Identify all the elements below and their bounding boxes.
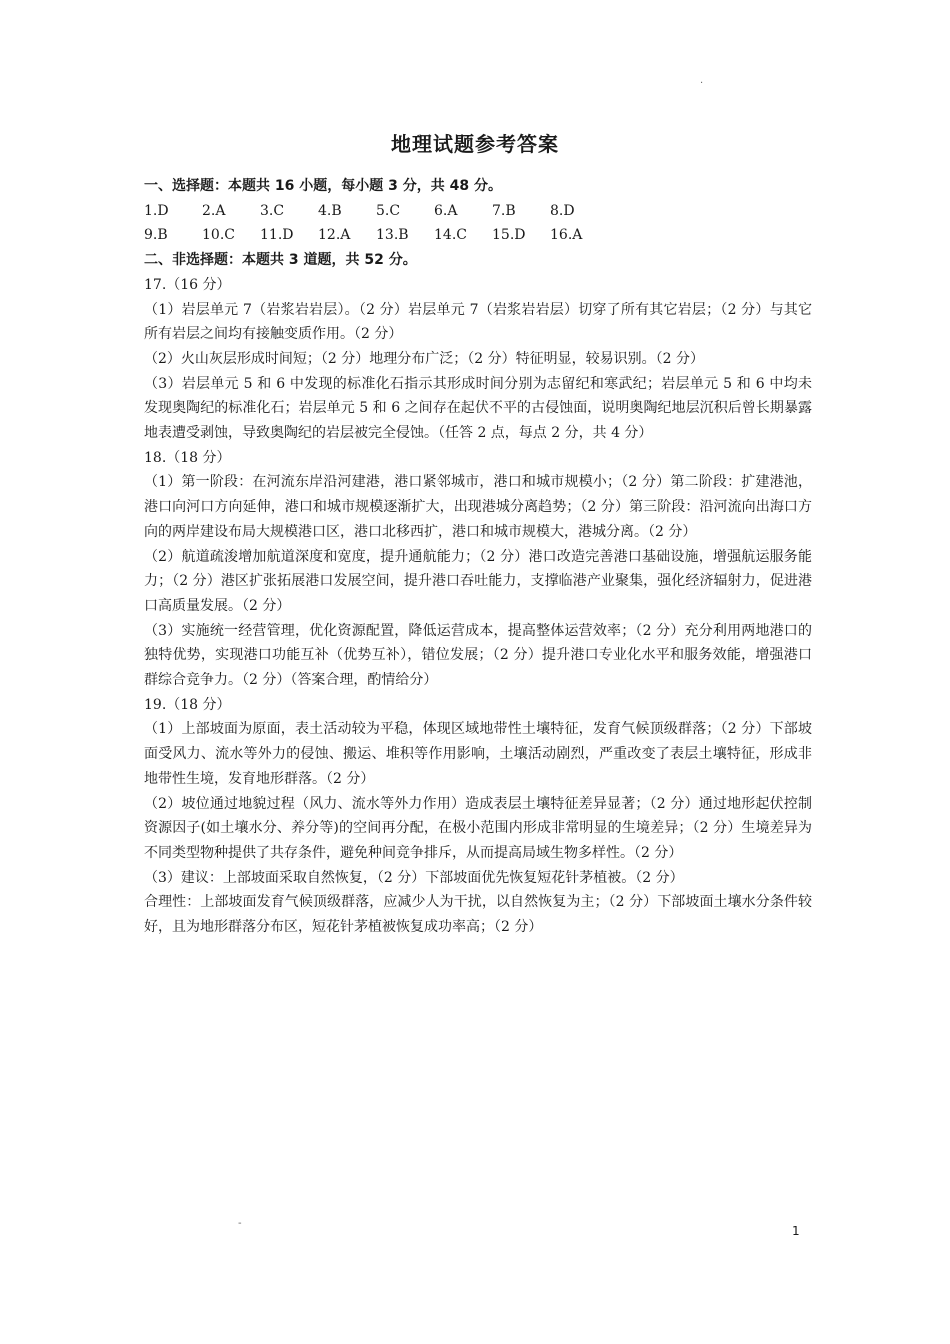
section1-heading: 一、选择题：本题共 16 小题，每小题 3 分，共 48 分。 bbox=[144, 178, 502, 194]
answer-item: 5.C bbox=[376, 202, 401, 219]
answer-body bbox=[144, 174, 812, 940]
answer-item: 3.C bbox=[260, 202, 285, 219]
q19-label: 19.（18 分） bbox=[144, 696, 231, 713]
q19-part1: （1）上部坡面为原面，表土活动较为平稳，体现区域地带性土壤特征，发育气候顶级群落；（2 分）下部坡面受风力、流水等外力的侵蚀、搬运、堆积等作用影响，土壤活动剧烈，严重改变了表层土壤特征，形成非地带性生境，发育地形群落。（2 分） bbox=[144, 721, 812, 787]
answer-item: 15.D bbox=[492, 227, 526, 244]
answer-item: 13.B bbox=[376, 227, 409, 244]
answer-item: 8.D bbox=[550, 202, 575, 219]
answers-row-2 bbox=[144, 223, 812, 248]
answer-item: 1.D bbox=[144, 202, 169, 219]
answer-item: 6.A bbox=[434, 202, 458, 219]
answer-item: 16.A bbox=[550, 227, 583, 244]
q19-part3: （3）建议：上部坡面采取自然恢复，（2 分）下部坡面优先恢复短花针茅植被。（2 分） bbox=[144, 869, 684, 886]
q17-label: 17.（16 分） bbox=[144, 276, 231, 293]
answer-item: 7.B bbox=[492, 202, 516, 219]
section2-heading: 二、非选择题：本题共 3 道题，共 52 分。 bbox=[144, 252, 417, 269]
footer-mark: - bbox=[238, 1218, 242, 1229]
answer-item: 2.A bbox=[202, 202, 226, 219]
answer-item: 12.A bbox=[318, 227, 351, 244]
answer-item: 4.B bbox=[318, 202, 342, 219]
answer-item: 9.B bbox=[144, 227, 168, 244]
page-number: 1 bbox=[792, 1224, 800, 1238]
q17-part2: （2）火山灰层形成时间短；（2 分）地理分布广泛；（2 分）特征明显，较易识别。（2 分） bbox=[144, 350, 704, 367]
q18-label: 18.（18 分） bbox=[144, 449, 231, 466]
page-title: 地理试题参考答案 bbox=[391, 132, 559, 156]
answer-item: 11.D bbox=[260, 227, 294, 244]
q19-part4: 合理性：上部坡面发育气候顶级群落，应减少人为干扰，以自然恢复为主；（2 分）下部坡面土壤水分条件较好，且为地形群落分布区，短花针茅植被恢复成功率高；（2 分） bbox=[144, 894, 812, 936]
header-mark: · bbox=[700, 78, 704, 89]
q18-part2: （2）航道疏浚增加航道深度和宽度，提升通航能力；（2 分）港口改造完善港口基础设施，增强航运服务能力；（2 分）港区扩张拓展港口发展空间，提升港口吞吐能力，支撑临港产业聚集，强化经济辐射力，促进港口高质量发展。（2 分） bbox=[144, 548, 812, 614]
answers-row-1 bbox=[144, 199, 812, 224]
q19-part2: （2）坡位通过地貌过程（风力、流水等外力作用）造成表层土壤特征差异显著；（2 分）通过地形起伏控制资源因子(如土壤水分、养分等)的空间再分配，在极小范围内形成非常明显的生境差异；（2 分）生境差异为不同类型物种提供了共存条件，避免种间竞争排斥，从而提高局域生物多样性。（2 分） bbox=[144, 795, 812, 861]
q18-part3: （3）实施统一经营管理，优化资源配置，降低运营成本，提高整体运营效率；（2 分）充分利用两地港口的独特优势，实现港口功能互补（优势互补），错位发展；（2 分）提升港口专业化水平和服务效能，增强港口群综合竞争力。（2 分）（答案合理，酌情给分） bbox=[144, 622, 812, 689]
q17-part1: （1）岩层单元 7（岩浆岩岩层）。（2 分）岩层单元 7（岩浆岩岩层）切穿了所有其它岩层；（2 分）与其它所有岩层之间均有接触变质作用。（2 分） bbox=[144, 301, 812, 343]
q18-part1: （1）第一阶段：在河流东岸沿河建港，港口紧邻城市，港口和城市规模小；（2 分）第二阶段：扩建港池，港口向河口方向延伸，港口和城市规模逐渐扩大，出现港城分离趋势；（2 分）第三阶段：沿河流向出海口方向的两岸建设布局大规模港口区，港口北移西扩，港口和城市规模大，港城分离。（2 分） bbox=[144, 474, 812, 540]
answer-item: 10.C bbox=[202, 227, 235, 244]
q17-part3: （3）岩层单元 5 和 6 中发现的标准化石指示其形成时间分别为志留纪和寒武纪；岩层单元 5 和 6 中均未发现奥陶纪的标准化石；岩层单元 5 和 6 之间存在起伏不平的古侵蚀面，说明奥陶纪地层沉积后曾长期暴露地表遭受剥蚀，导致奥陶纪的岩层被完全侵蚀。（任答 2 点，每点 2 分，共 4 分） bbox=[144, 375, 812, 442]
answer-item: 14.C bbox=[434, 227, 467, 244]
